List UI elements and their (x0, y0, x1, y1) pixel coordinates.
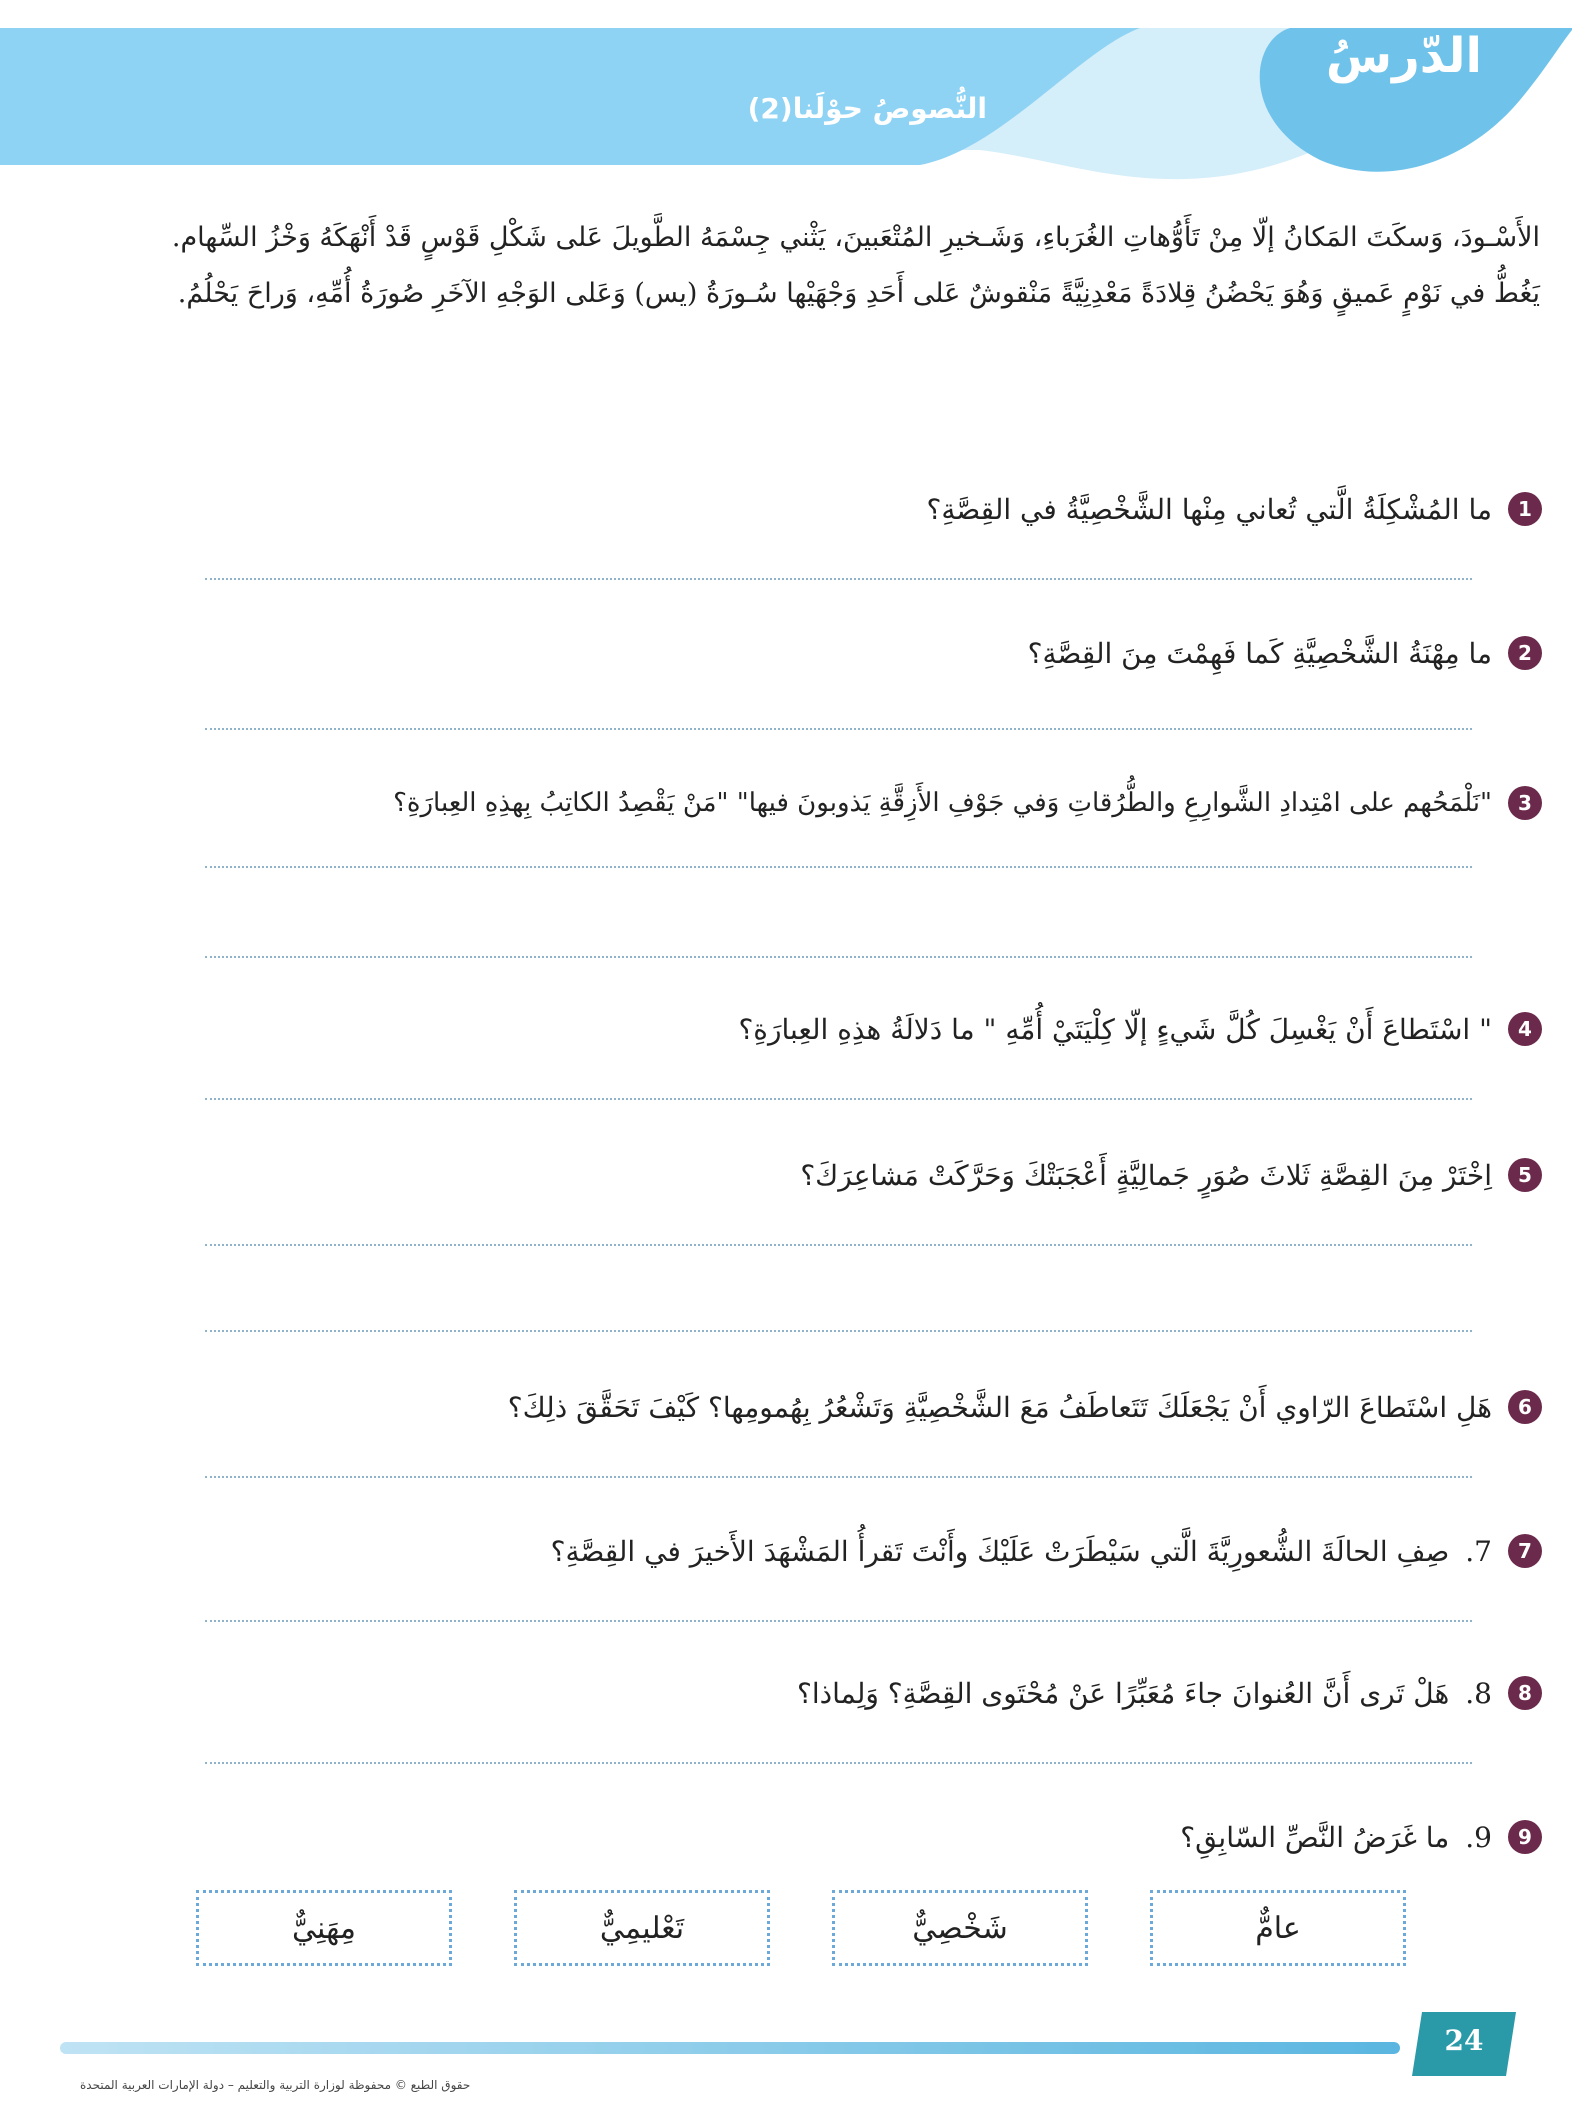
option-professional[interactable]: مِهَنِيٌّ (196, 1890, 452, 1966)
question-number-badge: 6 (1508, 1390, 1542, 1424)
question-3 (40, 786, 1542, 820)
answer-line[interactable] (205, 1762, 1472, 1764)
question-9 (40, 1820, 1542, 1854)
answer-line[interactable] (205, 866, 1472, 868)
question-7 (40, 1534, 1542, 1568)
copyright-notice: حقوق الطبع © محفوظة لوزارة التربية والتعليم – دولة الإمارات العربية المتحدة (80, 2078, 471, 2092)
question-text: "نَلْمَحُهم على امْتِدادِ الشَّوارِعِ والطُّرُقاتِ وَفي جَوْفِ الأَزِقَّةِ يَذوبونَ فيها" "مَنْ يَقْصِدُ الكاتِبُ بِهذِهِ العِبارَةِ؟ (393, 788, 1492, 818)
answer-line[interactable] (205, 1244, 1472, 1246)
question-number-badge: 1 (1508, 492, 1542, 526)
question-text: ما المُشْكِلَةُ الَّتي تُعاني مِنْها الشَّخْصِيَّةُ في القِصَّةِ؟ (926, 492, 1492, 526)
question-number-badge: 9 (1508, 1820, 1542, 1854)
question-number-badge: 4 (1508, 1012, 1542, 1046)
question-number-badge: 7 (1508, 1534, 1542, 1568)
question-prefix: 9. (1465, 1820, 1492, 1854)
lesson-header (0, 0, 1572, 200)
question-text: ما غَرَضُ النَّصِّ السّابِقِ؟ (1180, 1820, 1450, 1854)
question-prefix: 8. (1465, 1676, 1492, 1710)
answer-line[interactable] (205, 1098, 1472, 1100)
lesson-label: الدّرسُ (1325, 28, 1482, 84)
answer-line[interactable] (205, 1476, 1472, 1478)
answer-line[interactable] (205, 578, 1472, 580)
question-number-badge: 5 (1508, 1158, 1542, 1192)
page-number: 24 (1444, 2024, 1484, 2057)
question-prefix: 7. (1465, 1534, 1492, 1568)
question-8 (40, 1676, 1542, 1710)
question-text: " اسْتَطاعَ أَنْ يَغْسِلَ كُلَّ شَيءٍ إلّا كِلْيَتَيْ أُمِّهِ " ما دَلالَةُ هذِهِ العِبارَةِ؟ (738, 1012, 1492, 1046)
question-6 (40, 1390, 1542, 1424)
reading-passage (40, 210, 1540, 322)
question-2 (40, 636, 1542, 670)
question-number-badge: 8 (1508, 1676, 1542, 1710)
option-educational[interactable]: تَعْليمِيٌّ (514, 1890, 770, 1966)
question-text: صِفِ الحالَةَ الشُّعورِيَّةَ الَّتي سَيْطَرَتْ عَلَيْكَ وأَنْتَ تَقرأُ المَشْهَدَ الأَخيرَ في القِصَّةِ؟ (550, 1534, 1450, 1568)
answer-line[interactable] (205, 1620, 1472, 1622)
question-text: هَلْ تَرى أَنَّ العُنوانَ جاءَ مُعَبِّرًا عَنْ مُحْتَوى القِصَّةِ؟ وَلِماذا؟ (796, 1676, 1450, 1710)
question-5 (40, 1158, 1542, 1192)
question-number-badge: 2 (1508, 636, 1542, 670)
question-text: اِخْتَرْ مِنَ القِصَّةِ ثَلاثَ صُوَرٍ جَمالِيَّةٍ أَعْجَبَتْكَ وَحَرَّكَتْ مَشاعِرَكَ؟ (800, 1158, 1492, 1192)
passage-paragraph: الأَسْـودَ، وَسكَتَ المَكانُ إلّا مِنْ تَأَوُّهاتِ الغُرَباءِ، وَشَـخيرِ المُتْعَبينَ، يَثْني جِسْمَهُ الطَّويلَ عَلى شَكْلِ قَوْسٍ قَدْ أَنْهَكَهُ وَخْزُ السِّهام. (171, 222, 1540, 253)
footer-bar (60, 2042, 1400, 2054)
question-text: هَلِ اسْتَطاعَ الرّاوي أَنْ يَجْعَلَكَ تَتَعاطَفُ مَعَ الشَّخْصِيَّةِ وَتَشْعُرُ بِهُمومِها؟ كَيْفَ تَحَقَّقَ ذلِكَ؟ (507, 1390, 1492, 1424)
question-text: ما مِهْنَةُ الشَّخْصِيَّةِ كَما فَهِمْتَ مِنَ القِصَّةِ؟ (1027, 636, 1492, 670)
question-number-badge: 3 (1508, 786, 1542, 820)
option-personal[interactable]: شَخْصِيٌّ (832, 1890, 1088, 1966)
answer-line[interactable] (205, 728, 1472, 730)
lesson-title: النُّصوصُ حوْلَنا(2) (747, 92, 987, 125)
question-1 (40, 492, 1542, 526)
question-4 (40, 1012, 1542, 1046)
passage-paragraph: يَغُطُّ في نَوْمٍ عَميقٍ وَهُوَ يَحْضُنُ قِلادَةً مَعْدِنِيَّةً مَنْقوشٌ عَلى أَحَدِ وَجْهَيْها سُـورَةُ (يس) وَعَلى الوَجْهِ الآخَرِ صُورَةُ أُمِّهِ، وَراحَ يَحْلُمُ. (177, 278, 1540, 309)
option-general[interactable]: عامٌّ (1150, 1890, 1406, 1966)
answer-line[interactable] (205, 956, 1472, 958)
answer-line[interactable] (205, 1330, 1472, 1332)
